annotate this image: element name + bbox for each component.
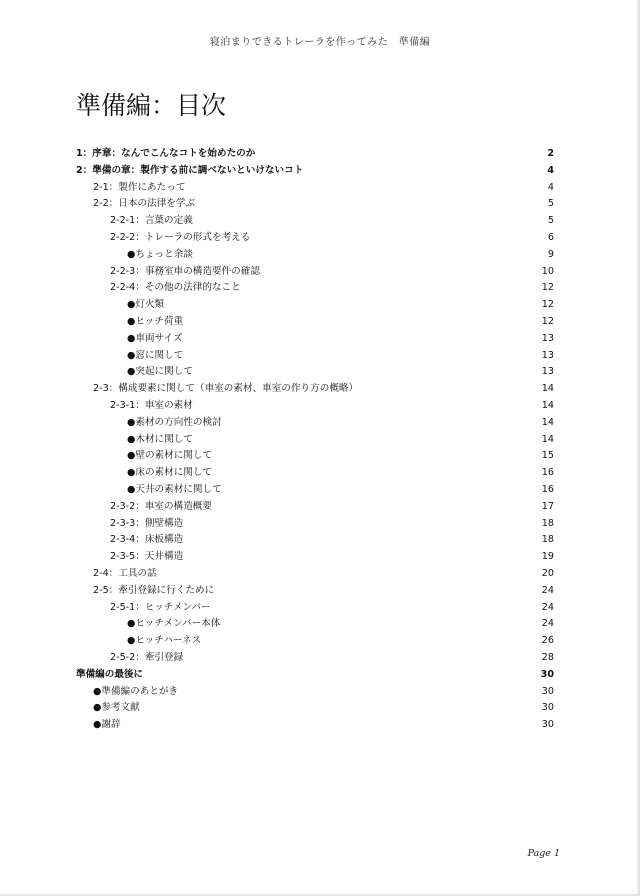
toc-entry[interactable] bbox=[76, 465, 554, 482]
toc-entry-page-number: 4 bbox=[547, 164, 554, 176]
toc-entry-label: 準備編の最後に bbox=[76, 668, 144, 680]
toc-entry[interactable] bbox=[76, 247, 554, 264]
toc-entry-label: ●ちょっと余談 bbox=[127, 248, 193, 260]
toc-entry[interactable] bbox=[76, 348, 554, 365]
toc-entry-page-number: 12 bbox=[541, 315, 554, 327]
toc-entry-page-number: 30 bbox=[540, 668, 554, 680]
toc-entry-page-number: 14 bbox=[541, 383, 554, 395]
toc-entry-label: 2-2-2：トレーラの形式を考える bbox=[110, 231, 251, 243]
toc-entry-page-number: 5 bbox=[547, 198, 554, 210]
toc-entry-page-number: 24 bbox=[541, 584, 554, 596]
toc-entry[interactable] bbox=[76, 583, 554, 600]
toc-entry-label: 2-3-2：車室の構造概要 bbox=[110, 500, 212, 512]
toc-entry-page-number: 13 bbox=[541, 349, 554, 361]
toc-entry-label: ●灯火類 bbox=[127, 299, 165, 311]
toc-entry-page-number: 30 bbox=[541, 702, 554, 714]
toc-entry-page-number: 16 bbox=[541, 483, 554, 495]
toc-entry-page-number: 28 bbox=[541, 651, 554, 663]
toc-entry-label: ●窓に関して bbox=[127, 349, 184, 361]
toc-entry-label: ●謝辞 bbox=[93, 719, 121, 731]
toc-entry-page-number: 10 bbox=[541, 265, 554, 277]
toc-entry-label: 2-3-3：側壁構造 bbox=[110, 517, 184, 529]
toc-entry[interactable] bbox=[76, 549, 554, 566]
toc-entry[interactable] bbox=[76, 163, 554, 180]
toc-entry[interactable] bbox=[76, 146, 554, 163]
toc-entry-page-number: 15 bbox=[541, 450, 554, 462]
toc-entry-page-number: 26 bbox=[541, 635, 554, 647]
toc-entry[interactable] bbox=[76, 616, 554, 633]
toc-entry-label: 2：準備の章：製作する前に調べないといけないコト bbox=[76, 164, 304, 176]
toc-entry-page-number: 30 bbox=[541, 719, 554, 731]
toc-entry-label: 2-5-1：ヒッチメンバー bbox=[110, 601, 211, 613]
toc-entry-label: 2-2-3：事務室車の構造要件の確認 bbox=[110, 265, 260, 277]
toc-entry-page-number: 16 bbox=[541, 467, 554, 479]
toc-entry-page-number: 14 bbox=[541, 399, 554, 411]
toc-entry-label: ●ヒッチメンバー本体 bbox=[127, 618, 221, 630]
toc-entry-label: ●床の素材に関して bbox=[127, 467, 213, 479]
toc-entry[interactable] bbox=[76, 499, 554, 516]
toc-entry[interactable] bbox=[76, 448, 554, 465]
toc-entry[interactable] bbox=[76, 667, 554, 684]
toc-entry[interactable] bbox=[76, 566, 554, 583]
toc-entry[interactable] bbox=[76, 684, 554, 701]
toc-entry-page-number: 30 bbox=[541, 685, 554, 697]
toc-entry-label: 2-3-5：天井構造 bbox=[110, 551, 184, 563]
toc-entry[interactable] bbox=[76, 482, 554, 499]
toc-entry[interactable] bbox=[76, 196, 554, 213]
toc-entry[interactable] bbox=[76, 331, 554, 348]
toc-entry-label: 2-2-4：その他の法律的なこと bbox=[110, 282, 241, 294]
toc-entry-label: 2-5：牽引登録に行くために bbox=[93, 584, 215, 596]
toc-entry-page-number: 19 bbox=[541, 551, 554, 563]
toc-entry-label: ●ヒッチハーネス bbox=[127, 635, 202, 647]
toc-entry[interactable] bbox=[76, 264, 554, 281]
toc-entry-page-number: 12 bbox=[541, 282, 554, 294]
toc-entry-page-number: 6 bbox=[547, 231, 554, 243]
toc-entry[interactable] bbox=[76, 600, 554, 617]
toc-entry-label: ●準備編のあとがき bbox=[93, 685, 179, 697]
toc-entry-page-number: 12 bbox=[541, 299, 554, 311]
toc-entry-label: 2-1：製作にあたって bbox=[93, 181, 186, 193]
toc-entry-label: 2-3-4：床板構造 bbox=[110, 534, 184, 546]
toc-entry-label: 1：序章：なんでこんなコトを始めたのか bbox=[76, 148, 256, 159]
toc-entry-page-number: 13 bbox=[541, 332, 554, 344]
toc-entry[interactable] bbox=[76, 432, 554, 449]
toc-entry-page-number: 24 bbox=[541, 618, 554, 630]
toc-entry-label: ●参考文献 bbox=[93, 702, 140, 714]
page-number-footer: Page 1 bbox=[527, 848, 560, 859]
toc-entry[interactable] bbox=[76, 297, 554, 314]
table-of-contents bbox=[76, 146, 554, 734]
toc-entry-page-number: 9 bbox=[547, 248, 554, 260]
toc-entry[interactable] bbox=[76, 398, 554, 415]
toc-entry[interactable] bbox=[76, 415, 554, 432]
toc-entry[interactable] bbox=[76, 717, 554, 734]
toc-entry[interactable] bbox=[76, 180, 554, 197]
toc-entry-label: 2-4：工具の話 bbox=[93, 567, 157, 579]
toc-entry[interactable] bbox=[76, 650, 554, 667]
toc-entry-label: ●天井の素材に関して bbox=[127, 483, 222, 495]
toc-entry[interactable] bbox=[76, 700, 554, 717]
toc-entry[interactable] bbox=[76, 516, 554, 533]
toc-entry[interactable] bbox=[76, 364, 554, 381]
toc-entry-page-number: 18 bbox=[541, 517, 554, 529]
toc-entry-label: ●木材に関して bbox=[127, 433, 193, 445]
toc-entry-page-number: 13 bbox=[541, 366, 554, 378]
page-title: 準備編：目次 bbox=[76, 91, 227, 120]
toc-entry-page-number: 14 bbox=[541, 416, 554, 428]
toc-entry-label: ●突起に関して bbox=[127, 366, 193, 378]
toc-entry[interactable] bbox=[76, 633, 554, 650]
toc-entry-page-number: 4 bbox=[547, 181, 554, 193]
toc-entry-label: 2-5-2：牽引登録 bbox=[110, 651, 184, 663]
toc-entry-page-number: 2 bbox=[547, 148, 554, 159]
toc-entry-page-number: 5 bbox=[547, 215, 554, 227]
toc-entry[interactable] bbox=[76, 381, 554, 398]
toc-entry-label: 2-3-1：車室の素材 bbox=[110, 399, 193, 411]
toc-entry-page-number: 24 bbox=[541, 601, 554, 613]
toc-entry-label: ●素材の方向性の検討 bbox=[127, 416, 222, 428]
toc-entry[interactable] bbox=[76, 230, 554, 247]
toc-entry-label: ●車両サイズ bbox=[127, 332, 183, 344]
toc-entry-label: ●ヒッチ荷重 bbox=[127, 315, 184, 327]
toc-entry-page-number: 20 bbox=[541, 567, 554, 579]
toc-entry[interactable] bbox=[76, 280, 554, 297]
running-header: 寝泊まりできるトレーラを作ってみた 準備編 bbox=[209, 37, 431, 48]
toc-entry-label: 2-2-1：言葉の定義 bbox=[110, 215, 193, 227]
toc-entry-page-number: 18 bbox=[541, 534, 554, 546]
toc-entry[interactable] bbox=[76, 532, 554, 549]
toc-entry-label: 2-2：日本の法律を学ぶ bbox=[93, 198, 196, 210]
toc-entry[interactable] bbox=[76, 213, 554, 230]
toc-entry-page-number: 17 bbox=[541, 500, 554, 512]
toc-entry-label: ●壁の素材に関して bbox=[127, 450, 213, 462]
toc-entry-page-number: 14 bbox=[541, 433, 554, 445]
toc-entry-label: 2-3：構成要素に関して（車室の素材、車室の作り方の概略） bbox=[93, 383, 359, 395]
toc-entry[interactable] bbox=[76, 314, 554, 331]
